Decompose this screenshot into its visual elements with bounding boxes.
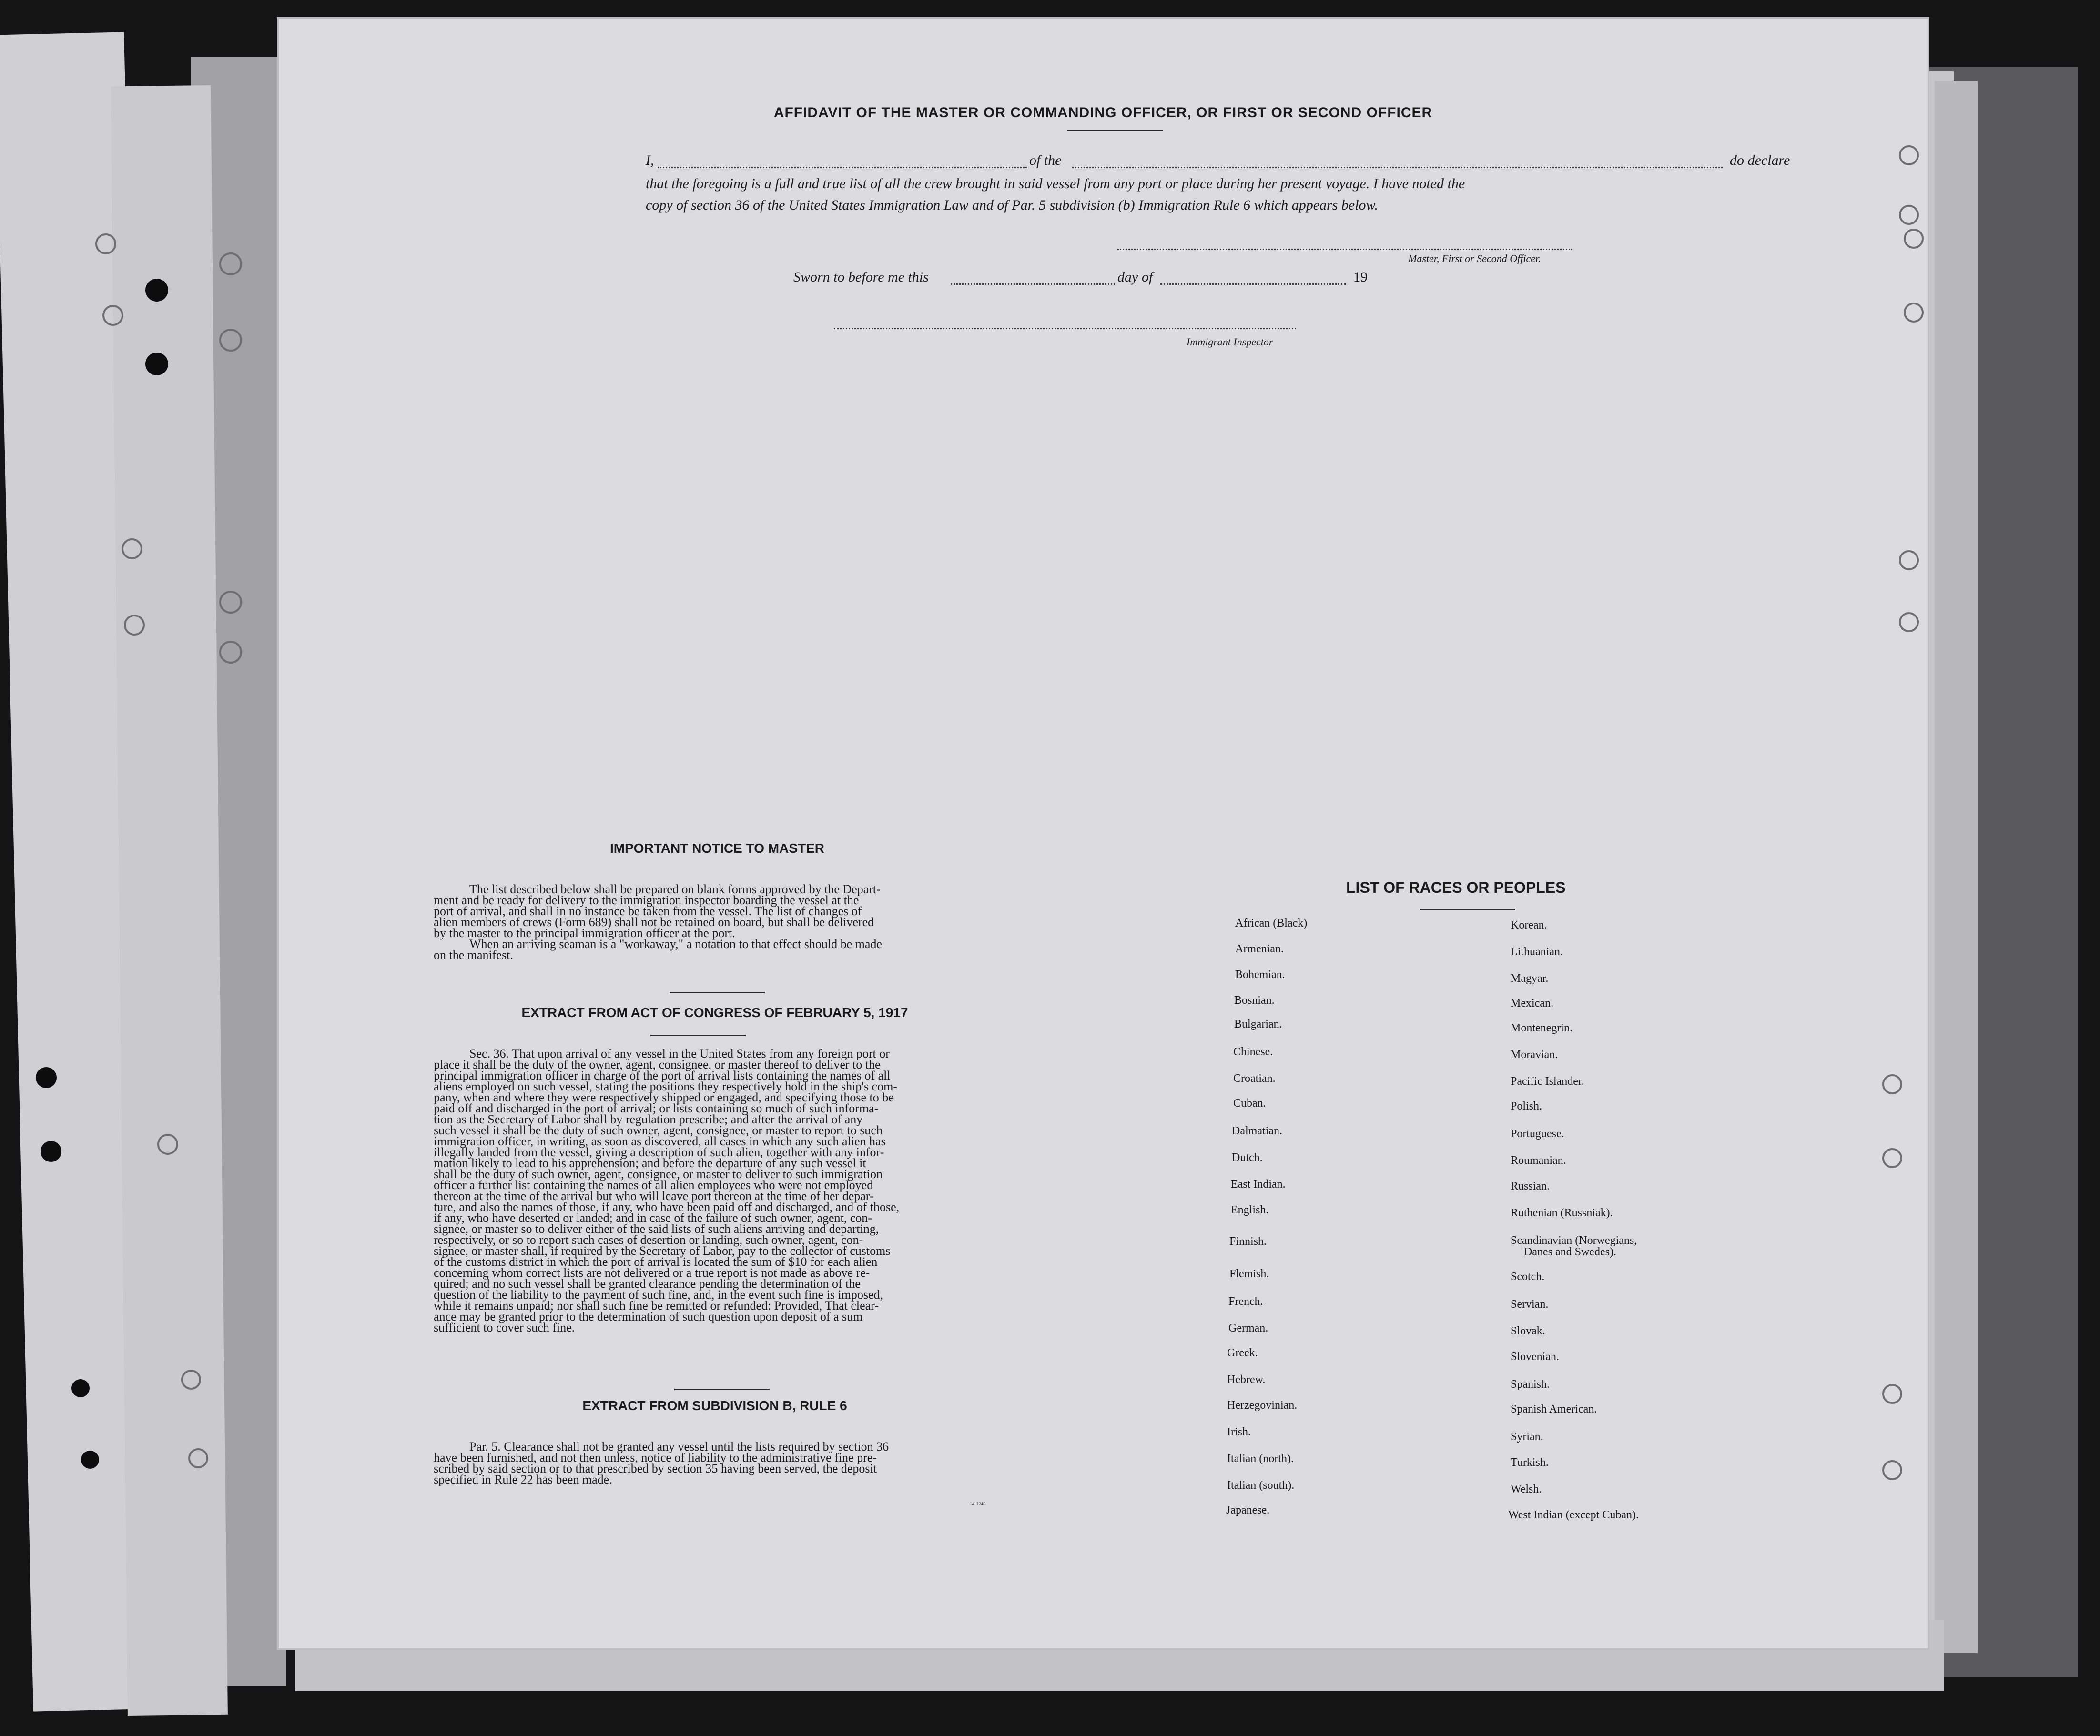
punch-hole [219,329,242,352]
act-line: place it shall be the duty of the owner, agent, consignee, or master thereof to deliver to the [434,1058,881,1071]
race-item: East Indian. [1231,1178,1286,1191]
act-line: Sec. 36. That upon arrival of any vessel in the United States from any foreign port or [469,1047,890,1060]
act-line: quired; and no such vessel shall be granted clearance pending the determination of the [434,1277,861,1291]
punch-hole [81,1451,99,1469]
race-item: Roumanian. [1511,1154,1566,1167]
race-item: Ruthenian (Russniak). [1511,1207,1613,1219]
sworn-year: 19 [1353,269,1368,285]
race-item: Irish. [1227,1426,1251,1438]
punch-hole [1904,229,1924,249]
race-item: Montenegrin. [1511,1022,1572,1034]
punch-hole [1899,145,1919,165]
divider [674,1389,770,1390]
punch-hole [145,353,168,375]
rule-line: specified in Rule 22 has been made. [434,1473,612,1486]
act-line: ance may be granted prior to the determination of such question upon deposit of a sum [434,1310,863,1323]
race-item: Russian. [1511,1180,1550,1192]
master-signature-blank[interactable] [1117,249,1572,250]
extract-act-body [434,1048,996,1333]
punch-hole [95,233,116,254]
form-number: 14-1240 [970,1502,986,1507]
act-line: thereon at the time of the arrival but who will leave port thereon at the time of her depar- [434,1189,874,1203]
race-item: West Indian (except Cuban). [1508,1509,1639,1521]
act-line: illegally landed from the vessel, giving a description of such alien, together with any infor- [434,1145,884,1159]
punch-hole [1882,1460,1902,1480]
race-item: Spanish. [1511,1378,1550,1391]
punch-hole [1899,612,1919,632]
race-item: Croatian. [1233,1072,1276,1085]
race-item: Danes and Swedes). [1524,1246,1616,1258]
divider [670,992,765,993]
affidavit-do-declare: do declare [1730,152,1790,168]
race-item: Finnish. [1229,1235,1267,1248]
punch-hole [145,279,168,302]
rule-line: Par. 5. Clearance shall not be granted any vessel until the lists required by section 36 [469,1440,889,1453]
divider [650,1035,746,1036]
act-line: immigration officer, in writing, as soon as discovered, all cases in which any such alien has [434,1134,886,1148]
race-item: Pacific Islander. [1511,1075,1584,1088]
vessel-name-blank[interactable] [1072,167,1723,168]
rule-line: have been furnished, and not then unless, notice of liability to the administrative fine pre- [434,1451,877,1464]
notice-line: When an arriving seaman is a "workaway," a notation to that effect should be made [469,937,882,951]
punch-hole [219,591,242,614]
race-item: Herzegovinian. [1227,1399,1298,1412]
race-item: Turkish. [1511,1456,1549,1469]
race-item: Bohemian. [1235,969,1285,981]
race-item: Syrian. [1511,1431,1543,1443]
act-line: officer a further list containing the names of all alien employees who were not employed [434,1178,873,1192]
act-line: signee, or master shall, if required by the Secretary of Labor, pay to the collector of customs [434,1244,891,1258]
race-item: Armenian. [1235,943,1284,955]
divider [1067,130,1163,131]
affidavit-text-line: copy of section 36 of the United States Immigration Law and of Par. 5 subdivision (b) Immigration Rule 6 which appears below. [646,197,1378,213]
left-paper-strip [111,85,228,1716]
act-line: aliens employed on such vessel, stating the positions they respectively hold in the ship's com- [434,1080,898,1093]
punch-hole [1882,1074,1902,1094]
sworn-text: Sworn to before me this [793,269,929,285]
punch-hole [188,1448,208,1468]
race-item: Flemish. [1229,1268,1269,1280]
notice-line: port of arrival, and shall in no instance be taken from the vessel. The list of changes of [434,904,862,918]
sworn-line [793,269,1413,293]
notice-line: by the master to the principal immigration officer at the port. [434,926,735,940]
act-line: paid off and discharged in the port of arrival; or lists containing so much of such informa- [434,1101,879,1115]
race-item: Welsh. [1511,1483,1542,1495]
race-item: Dutch. [1232,1151,1263,1164]
punch-hole [1899,550,1919,570]
affidavit-text-line: that the foregoing is a full and true list of all the crew brought in said vessel from any port or place during her present voyage. I have noted the [646,176,1465,192]
race-item: German. [1228,1322,1268,1334]
notice-line: The list described below shall be prepared on blank forms approved by the Depart- [469,882,881,896]
punch-hole [36,1067,57,1088]
punch-hole [157,1134,178,1155]
race-item: Moravian. [1511,1049,1558,1061]
punch-hole [41,1141,61,1162]
race-item: Cuban. [1233,1097,1266,1110]
race-item: Slovenian. [1511,1351,1559,1363]
punch-hole [1904,303,1924,323]
act-line: pany, when and where they were respectively shipped or engaged, and specifying those to be [434,1090,894,1104]
punch-hole [219,641,242,664]
punch-hole [122,538,142,559]
extract-act-title: EXTRACT FROM ACT OF CONGRESS OF FEBRUARY 5, 1917 [521,1005,908,1020]
act-line: respectively, or so to report such cases of desertion or landing, such owner, agent, con- [434,1233,863,1247]
act-line: shall be the duty of such owner, agent, consignee, or master to deliver to such immigration [434,1167,883,1181]
act-line: concerning whom correct lists are not delivered or a true report is not made as above re- [434,1266,870,1280]
race-item: Magyar. [1511,972,1549,985]
act-line: of the customs district in which the port of arrival is located the sum of $10 for each alien [434,1255,878,1269]
master-signature-caption: Master, First or Second Officer. [1408,252,1541,264]
race-item: Servian. [1511,1298,1549,1311]
punch-hole [1899,205,1919,225]
punch-hole [124,615,145,636]
affidavit-i: I, [646,152,654,168]
master-name-blank[interactable] [658,167,1027,168]
race-item: Japanese. [1226,1504,1270,1516]
extract-rule-body [434,1441,996,1485]
race-item: English. [1231,1204,1269,1216]
race-item: Slovak. [1511,1325,1545,1337]
race-item: African (Black) [1235,917,1308,929]
act-line: signee, or master so to deliver either of the said lists of such aliens arriving and departing, [434,1222,879,1236]
race-item: Greek. [1227,1347,1258,1359]
notice-title: IMPORTANT NOTICE TO MASTER [609,841,825,856]
manifest-page [279,19,1928,1648]
notice-line: on the manifest. [434,948,513,962]
race-item: Bulgarian. [1234,1018,1282,1030]
punch-hole [1882,1384,1902,1404]
race-item: Scandinavian (Norwegians, [1511,1234,1637,1247]
act-line: question of the liability to the payment of such fine, and, in the event such fine is imposed, [434,1288,883,1302]
punch-hole [71,1379,90,1397]
punch-hole [1882,1148,1902,1168]
affidavit-of-the: of the [1029,152,1062,168]
act-line: such vessel it shall be the duty of such owner, agent, consignee, or master to report to such [434,1123,883,1137]
race-item: Italian (south). [1227,1479,1295,1492]
rule-line: scribed by said section or to that prescribed by section 35 having been served, the deposit [434,1462,877,1475]
race-item: Dalmatian. [1232,1125,1282,1137]
inspector-caption: Immigrant Inspector [1187,336,1273,348]
notice-line: alien members of crews (Form 689) shall not be retained on board, but shall be delivered [434,915,874,929]
punch-hole [181,1370,201,1390]
race-item: Lithuanian. [1511,946,1563,958]
races-title: LIST OF RACES OR PEOPLES [1346,879,1566,896]
race-item: Scotch. [1511,1271,1545,1283]
race-item: Portuguese. [1511,1128,1564,1140]
punch-hole [102,305,123,326]
divider [1420,909,1515,910]
notice-body [434,884,996,960]
inspector-signature-blank[interactable] [834,328,1296,329]
sworn-day-blank[interactable] [951,283,1115,285]
sworn-month-blank[interactable] [1160,283,1346,285]
race-item: Polish. [1511,1100,1542,1112]
act-line: mation likely to lead to his apprehension; and before the departure of any such vessel it [434,1156,866,1170]
act-line: if any, who have deserted or landed; and in case of the failure of such owner, agent, con- [434,1211,872,1225]
race-item: Bosnian. [1234,994,1275,1007]
act-line: principal immigration officer in charge of the port of arrival lists containing the names of all [434,1069,891,1082]
race-item: Italian (north). [1227,1453,1294,1465]
race-item: Chinese. [1233,1046,1273,1058]
act-line: tion as the Secretary of Labor shall by regulation prescribe; and after the arrival of any [434,1112,863,1126]
race-item: Hebrew. [1227,1373,1266,1386]
extract-rule-title: EXTRACT FROM SUBDIVISION B, RULE 6 [582,1398,847,1413]
notice-line: ment and be ready for delivery to the immigration inspector boarding the vessel at the [434,893,859,907]
act-line: ture, and also the names of those, if any, who have been paid off and discharged, and of those, [434,1200,900,1214]
punch-hole [219,252,242,275]
race-item: Korean. [1511,919,1547,931]
sworn-day-of: day of [1117,269,1153,285]
race-item: French. [1228,1295,1263,1308]
right-paper-edge [1935,81,1978,1653]
act-line: while it remains unpaid; nor shall such fine be remitted or refunded: Provided, That clear- [434,1299,879,1312]
race-item: Spanish American. [1511,1403,1597,1415]
race-item: Mexican. [1511,997,1553,1009]
affidavit-title: AFFIDAVIT OF THE MASTER OR COMMANDING OFFICER, OR FIRST OR SECOND OFFICER [773,105,1433,121]
act-line: sufficient to cover such fine. [434,1321,575,1334]
